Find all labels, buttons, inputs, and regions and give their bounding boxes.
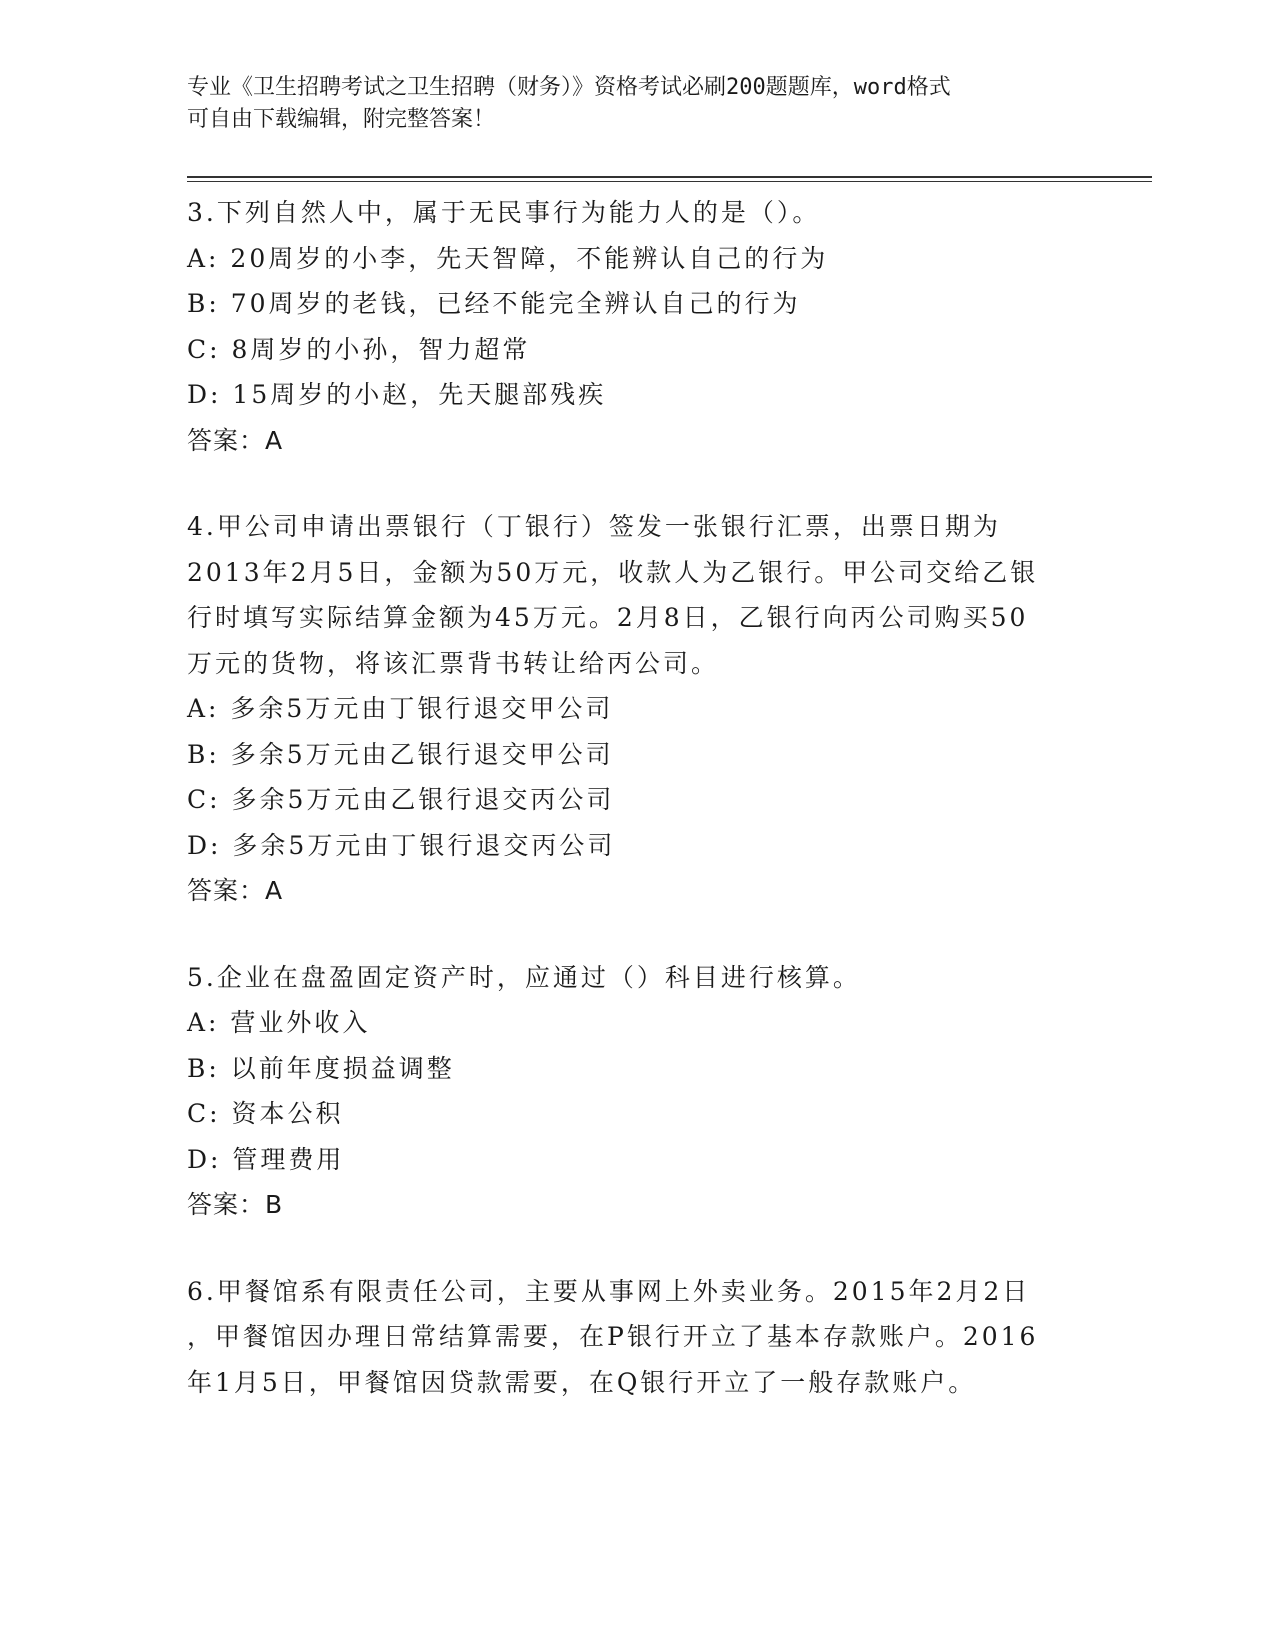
question-5 bbox=[187, 955, 1087, 1228]
header-line-1: 专业《卫生招聘考试之卫生招聘（财务）》资格考试必刷200题题库，word格式 bbox=[187, 75, 951, 100]
option-d: D: 管理费用 bbox=[187, 1144, 345, 1174]
header-divider-thin bbox=[187, 181, 1152, 182]
question-stem-line: 2013年2月5日，金额为50万元，收款人为乙银行。甲公司交给乙银 bbox=[187, 557, 1039, 587]
option-a: A: 20周岁的小李，先天智障，不能辨认自己的行为 bbox=[187, 243, 829, 273]
question-6 bbox=[187, 1269, 1087, 1406]
option-c: C: 多余5万元由乙银行退交丙公司 bbox=[187, 785, 615, 814]
question-list bbox=[187, 190, 1087, 1405]
header-line-2: 可自由下载编辑，附完整答案！ bbox=[187, 107, 496, 132]
option-d: D: 多余5万元由丁银行退交丙公司 bbox=[187, 830, 616, 860]
question-4 bbox=[187, 504, 1087, 914]
option-a: A: 多余5万元由丁银行退交甲公司 bbox=[187, 694, 614, 723]
question-stem-line: ，甲餐馆因办理日常结算需要，在P银行开立了基本存款账户。2016 bbox=[187, 1322, 1039, 1351]
option-d: D: 15周岁的小赵，先天腿部残疾 bbox=[187, 380, 607, 409]
spacer bbox=[187, 1228, 1087, 1269]
header-divider-thick bbox=[187, 176, 1152, 178]
question-3 bbox=[187, 190, 1087, 463]
question-stem-line: 年1月5日，甲餐馆因贷款需要，在Q银行开立了一般存款账户。 bbox=[187, 1367, 977, 1397]
document-header bbox=[187, 72, 1087, 136]
spacer bbox=[187, 463, 1087, 504]
option-a: A: 营业外收入 bbox=[187, 1008, 371, 1037]
question-stem-line: 万元的货物，将该汇票背书转让给丙公司。 bbox=[187, 648, 720, 678]
spacer bbox=[187, 914, 1087, 955]
question-stem-line: 行时填写实际结算金额为45万元。2月8日，乙银行向丙公司购买50 bbox=[187, 603, 1029, 632]
option-b: B: 多余5万元由乙银行退交甲公司 bbox=[187, 739, 614, 769]
answer: 答案：B bbox=[187, 1190, 284, 1219]
question-stem-line: 6.甲餐馆系有限责任公司，主要从事网上外卖业务。2015年2月2日 bbox=[187, 1276, 1031, 1306]
option-c: C: 资本公积 bbox=[187, 1099, 344, 1128]
option-b: B: 以前年度损益调整 bbox=[187, 1053, 455, 1083]
question-stem: 3.下列自然人中，属于无民事行为能力人的是（）。 bbox=[187, 198, 821, 227]
answer: 答案：A bbox=[187, 876, 284, 905]
option-b: B: 70周岁的老钱，已经不能完全辨认自己的行为 bbox=[187, 289, 801, 318]
question-stem: 5.企业在盘盈固定资产时，应通过（）科目进行核算。 bbox=[187, 962, 861, 992]
option-c: C: 8周岁的小孙，智力超常 bbox=[187, 334, 531, 364]
question-stem-line: 4.甲公司申请出票银行（丁银行）签发一张银行汇票，出票日期为 bbox=[187, 512, 1001, 541]
answer: 答案：A bbox=[187, 425, 284, 455]
